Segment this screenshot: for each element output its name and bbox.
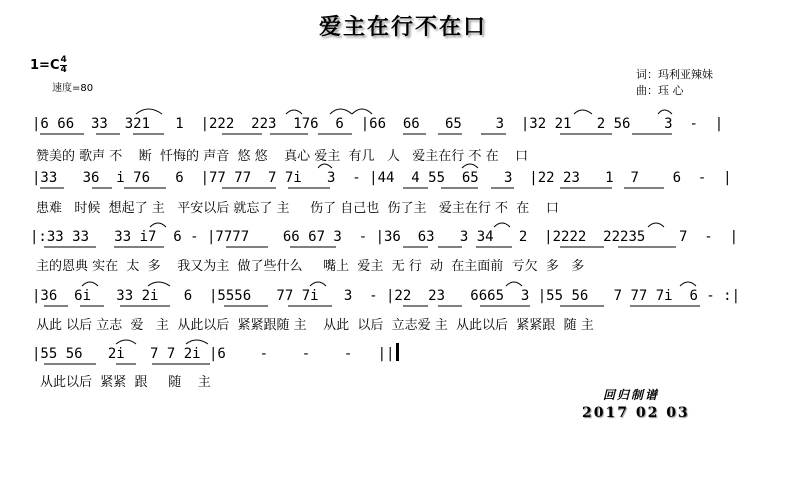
notation-line: |33 36 i 76 6 |77 77 7 7i 3 - |44 4 55 65 3 |22 23 1 7 6 - | <box>32 170 732 186</box>
slur <box>494 223 510 227</box>
slur <box>286 110 302 114</box>
tempo-marking: 速度=80 <box>52 83 94 94</box>
final-barline <box>396 343 399 361</box>
slur <box>352 109 372 114</box>
slur <box>330 109 352 114</box>
notation-line: |55 56 2i 7 7 2i |6 - - - || <box>32 346 395 362</box>
key-label: 1=C <box>30 58 60 73</box>
slur <box>680 282 696 286</box>
slur <box>506 282 522 286</box>
slur <box>574 110 592 114</box>
lyricist-credit: 词：玛利亚辣妹 <box>636 68 713 81</box>
notation-line: |6 66 33 321 1 |222 223 176 6 |66 66 65 3 |32 21 2 56 3 - | <box>32 116 724 132</box>
lyrics-line: 患难 时候 想起了 主 平安以后 就忘了 主 伤了 自己也 伤了主 爱主在行 不 在 口 <box>36 201 559 216</box>
slur <box>136 109 162 114</box>
signature: 回归制谱 <box>603 388 660 402</box>
notation-line: |:33 33 33 i7 6 - |7777 66 67 3 - |36 63 3 34 2 |2222 22235 7 - | <box>30 229 739 245</box>
slur <box>648 223 664 227</box>
lyrics-line: 赞美的 歌声 不 断 忏悔的 声音 悠 悠 真心 爱主 有几 人 爱主在行 不 在 口 <box>36 149 529 164</box>
lyrics-line: 主的恩典 实在 太 多 我又为主 做了些什么 嘴上 爱主 无 行 动 在主面前 亏欠 多 多 <box>36 259 585 274</box>
slur <box>318 164 332 168</box>
slur <box>148 282 170 286</box>
time-signature-bottom: 4 <box>60 65 67 75</box>
slur <box>310 282 326 286</box>
slur <box>150 223 166 227</box>
lyrics-line: 从此以后 紧紧 跟 随 主 <box>40 375 211 390</box>
slur <box>462 164 478 168</box>
time-signature-top: 4 <box>60 55 67 65</box>
slur <box>658 110 672 114</box>
lyrics-line: 从此 以后 立志 爱 主 从此以后 紧紧跟随 主 从此 以后 立志爱 主 从此以后 紧紧跟 随 主 <box>36 318 594 333</box>
slur <box>186 340 208 344</box>
slur <box>82 282 98 286</box>
date-label: 2017 02 03 <box>582 405 690 421</box>
notation-line: |36 6i 33 2i 6 |5556 77 7i 3 - |22 23 6665 3 |55 56 7 77 7i 6 - :| <box>32 288 741 304</box>
beam-lines <box>40 134 700 364</box>
song-title: 爱主在行不在口 <box>318 15 487 40</box>
slur <box>116 340 136 344</box>
slur-arcs <box>82 109 696 344</box>
composer-credit: 曲：珏 心 <box>636 84 684 97</box>
